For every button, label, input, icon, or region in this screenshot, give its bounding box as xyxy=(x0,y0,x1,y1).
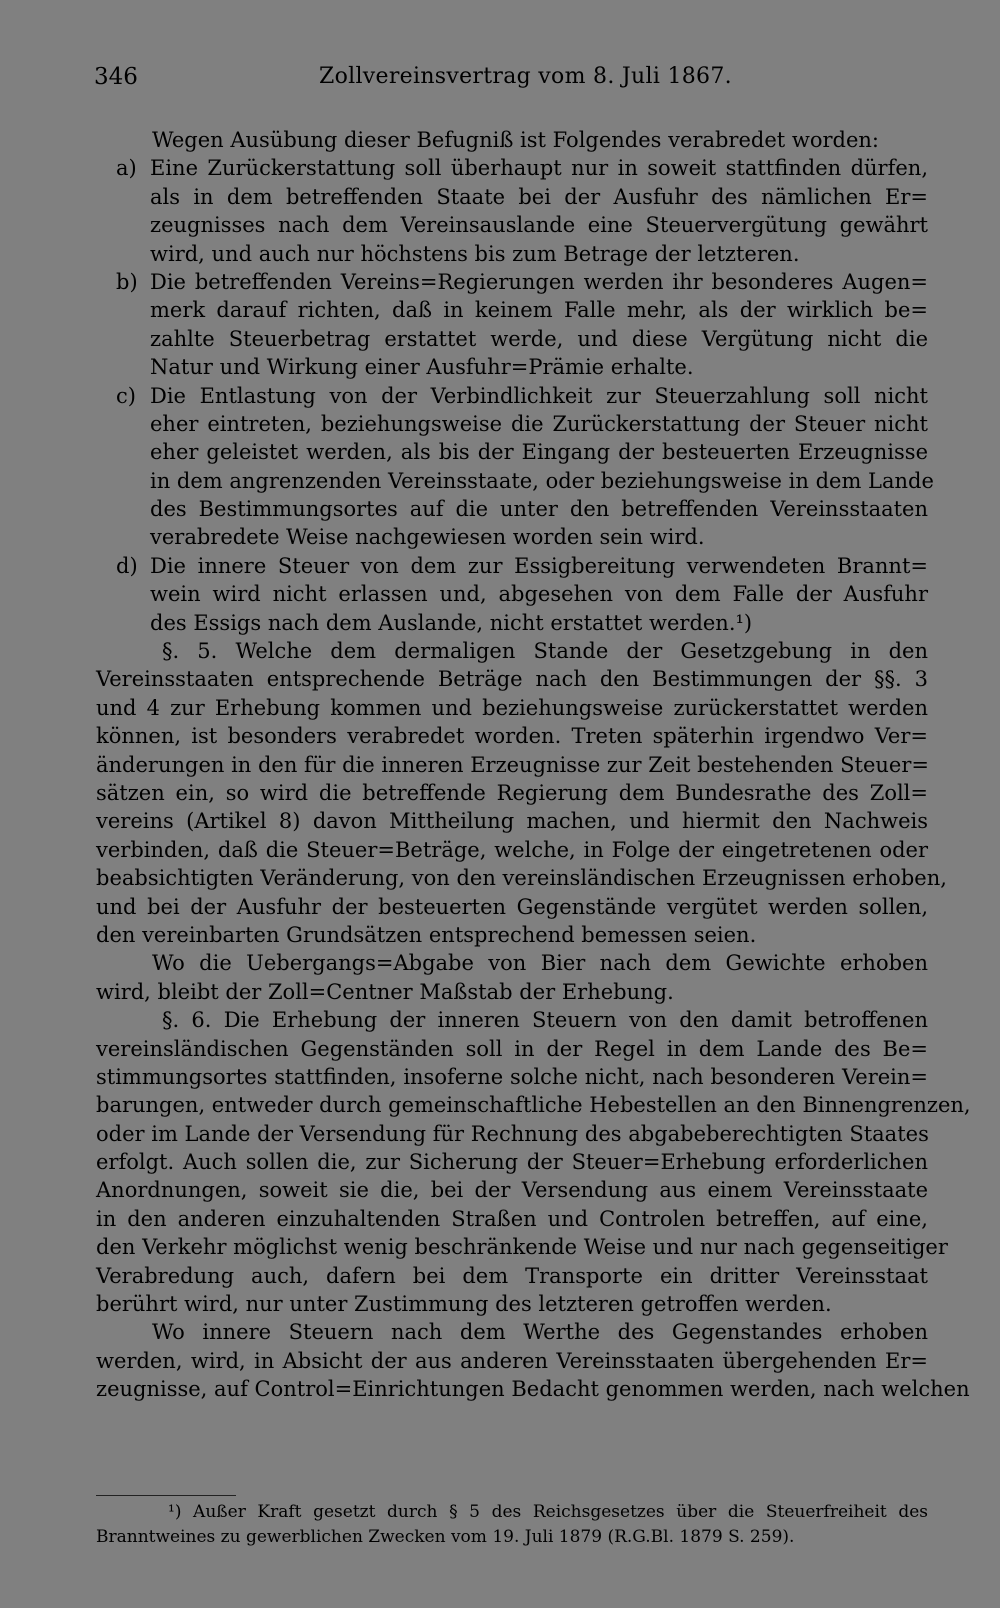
list-item-label: b) xyxy=(116,269,138,294)
line-text: erfolgt. Auch sollen die, zur Sicherung der Steuer=Erhebung erforderlichen xyxy=(96,1150,928,1175)
footnotes xyxy=(96,1500,928,1550)
line-text: Natur und Wirkung einer Ausfuhr=Prämie erhalte. xyxy=(150,355,694,380)
line-text: wird, und auch nur höchstens bis zum Betrage der letzteren. xyxy=(150,241,800,266)
line-text: sätzen ein, so wird die betreffende Regierung dem Bundesrathe des Zoll= xyxy=(96,780,928,805)
text-line xyxy=(96,410,928,438)
line-text: eher geleistet werden, als bis der Eingang der besteuerten Erzeugnisse xyxy=(150,440,928,465)
line-text: vereinsländischen Gegenständen soll in der Regel in dem Lande des Be= xyxy=(96,1036,928,1061)
line-text: zahlte Steuerbetrag erstattet werde, und diese Vergütung nicht die xyxy=(150,326,928,351)
line-text: §. 6. Die Erhebung der inneren Steuern von den damit betroffenen xyxy=(162,1008,928,1033)
text-line xyxy=(96,495,928,523)
text-line xyxy=(96,552,928,580)
line-text: verabredete Weise nachgewiesen worden sein wird. xyxy=(150,525,705,550)
text-line xyxy=(96,126,928,154)
footnote-rule xyxy=(96,1495,236,1496)
text-line xyxy=(96,609,928,637)
line-text: wein wird nicht erlassen und, abgesehen von dem Falle der Ausfuhr xyxy=(150,582,928,607)
text-line xyxy=(96,580,928,608)
text-line xyxy=(96,1120,928,1148)
page-number: 346 xyxy=(94,64,138,90)
line-text: Die betreffenden Vereins=Regierungen werden ihr besonderes Augen= xyxy=(150,269,928,294)
line-text: merk darauf richten, daß in keinem Falle mehr, als der wirklich be= xyxy=(150,298,928,323)
text-line xyxy=(96,864,947,892)
footnote-line xyxy=(96,1500,928,1525)
text-line xyxy=(96,211,928,239)
line-text: und bei der Ausfuhr der besteuerten Gegenstände vergütet werden sollen, xyxy=(96,894,928,919)
text-line xyxy=(96,1148,928,1176)
line-text: zeugnisses nach dem Vereinsauslande eine Steuervergütung gewährt xyxy=(150,213,928,238)
line-text: Vereinsstaaten entsprechende Beträge nach den Bestimmungen der §§. 3 xyxy=(96,667,928,692)
text-line xyxy=(96,637,928,665)
line-text: berührt wird, nur unter Zustimmung des letzteren getroffen werden. xyxy=(96,1292,832,1317)
text-line xyxy=(96,1318,928,1346)
line-text: Eine Zurückerstattung soll überhaupt nur in soweit stattfinden dürfen, xyxy=(150,156,928,181)
text-line xyxy=(96,467,934,495)
footnote-text: Branntweines zu gewerblichen Zwecken vom 19. Juli 1879 (R.G.Bl. 1879 S. 259). xyxy=(96,1527,795,1547)
page-header xyxy=(94,64,934,104)
text-line xyxy=(96,240,928,268)
line-text: oder im Lande der Versendung für Rechnung des abgabeberechtigten Staates xyxy=(96,1121,929,1146)
text-line xyxy=(96,353,928,381)
list-item-label: d) xyxy=(116,553,138,578)
text-line xyxy=(96,949,928,977)
line-text: zeugnisse, auf Control=Einrichtungen Bedacht genommen werden, nach welchen xyxy=(96,1377,970,1402)
line-text: eher eintreten, beziehungsweise die Zurückerstattung der Steuer nicht xyxy=(150,411,928,436)
line-text: und 4 zur Erhebung kommen und beziehungsweise zurückerstattet werden xyxy=(96,695,928,720)
text-line xyxy=(96,1035,928,1063)
text-line xyxy=(96,893,928,921)
footnote-line xyxy=(96,1525,928,1550)
line-text: barungen, entweder durch gemeinschaftliche Hebestellen an den Binnengrenzen, xyxy=(96,1093,971,1118)
text-line xyxy=(96,1262,928,1290)
line-text: den Verkehr möglichst wenig beschränkende Weise und nur nach gegenseitiger xyxy=(96,1235,948,1260)
line-text: beabsichtigten Veränderung, von den vereinsländischen Erzeugnissen erhoben, xyxy=(96,866,947,891)
line-text: änderungen in den für die inneren Erzeugnisse zur Zeit bestehenden Steuer= xyxy=(96,752,929,777)
line-text: §. 5. Welche dem dermaligen Stande der Gesetzgebung in den xyxy=(162,639,928,664)
line-text: stimmungsortes stattfinden, insoferne solche nicht, nach besonderen Verein= xyxy=(96,1064,928,1089)
text-line xyxy=(96,1063,928,1091)
text-line xyxy=(96,779,928,807)
line-text: werden, wird, in Absicht der aus anderen Vereinsstaaten übergehenden Er= xyxy=(96,1348,928,1373)
running-title: Zollvereinsvertrag vom 8. Juli 1867. xyxy=(319,64,732,89)
line-text: Die innere Steuer von dem zur Essigbereitung verwendeten Brannt= xyxy=(150,553,928,578)
text-line xyxy=(96,154,928,182)
footnote-text: ¹) Außer Kraft gesetzt durch § 5 des Reichsgesetzes über die Steuerfreiheit des xyxy=(168,1502,928,1522)
line-text: Wo die Uebergangs=Abgabe von Bier nach dem Gewichte erhoben xyxy=(152,951,928,976)
list-item-label: a) xyxy=(116,156,137,181)
line-text: können, ist besonders verabredet worden. Treten späterhin irgendwo Ver= xyxy=(96,724,928,749)
text-line xyxy=(96,1176,928,1204)
line-text: den vereinbarten Grundsätzen entsprechend bemessen seien. xyxy=(96,922,757,947)
text-line xyxy=(96,1347,928,1375)
line-text: in dem angrenzenden Vereinsstaate, oder beziehungsweise in dem Lande xyxy=(150,468,934,493)
line-text: als in dem betreffenden Staate bei der Ausfuhr des nämlichen Er= xyxy=(150,184,928,209)
line-text: in den anderen einzuhaltenden Straßen und Controlen betreffen, auf eine, xyxy=(96,1206,928,1231)
line-text: wird, bleibt der Zoll=Centner Maßstab der Erhebung. xyxy=(96,979,674,1004)
text-line xyxy=(96,523,928,551)
text-line xyxy=(96,836,928,864)
text-line xyxy=(96,438,928,466)
line-text: des Essigs nach dem Auslande, nicht erstattet werden.¹) xyxy=(150,610,753,635)
text-line xyxy=(96,1290,928,1318)
line-text: verbinden, daß die Steuer=Beträge, welche, in Folge der eingetretenen oder xyxy=(96,837,928,862)
text-line xyxy=(96,807,928,835)
text-line xyxy=(96,296,928,324)
text-line xyxy=(96,1205,928,1233)
text-line xyxy=(96,382,928,410)
text-line xyxy=(96,978,928,1006)
text-line xyxy=(96,268,928,296)
list-item-label: c) xyxy=(116,383,136,408)
text-line xyxy=(96,921,928,949)
line-text: Die Entlastung von der Verbindlichkeit zur Steuerzahlung soll nicht xyxy=(150,383,928,408)
text-line xyxy=(96,1233,948,1261)
line-text: Anordnungen, soweit sie die, bei der Versendung aus einem Vereinsstaate xyxy=(96,1178,928,1203)
text-line xyxy=(96,183,928,211)
line-text: des Bestimmungsortes auf die unter den betreffenden Vereinsstaaten xyxy=(150,497,928,522)
line-text: Wo innere Steuern nach dem Werthe des Gegenstandes erhoben xyxy=(152,1320,928,1345)
text-line xyxy=(96,665,928,693)
line-text: Verabredung auch, dafern bei dem Transporte ein dritter Vereinsstaat xyxy=(96,1263,928,1288)
text-line xyxy=(96,1006,928,1034)
text-line xyxy=(96,1091,971,1119)
text-line xyxy=(96,722,928,750)
text-line xyxy=(96,1375,970,1403)
body-text xyxy=(96,126,971,1404)
text-line xyxy=(96,694,928,722)
line-text: vereins (Artikel 8) davon Mittheilung machen, und hiermit den Nachweis xyxy=(96,809,928,834)
line-text: Wegen Ausübung dieser Befugniß ist Folgendes verabredet worden: xyxy=(152,128,880,152)
text-line xyxy=(96,751,928,779)
text-line xyxy=(96,325,928,353)
